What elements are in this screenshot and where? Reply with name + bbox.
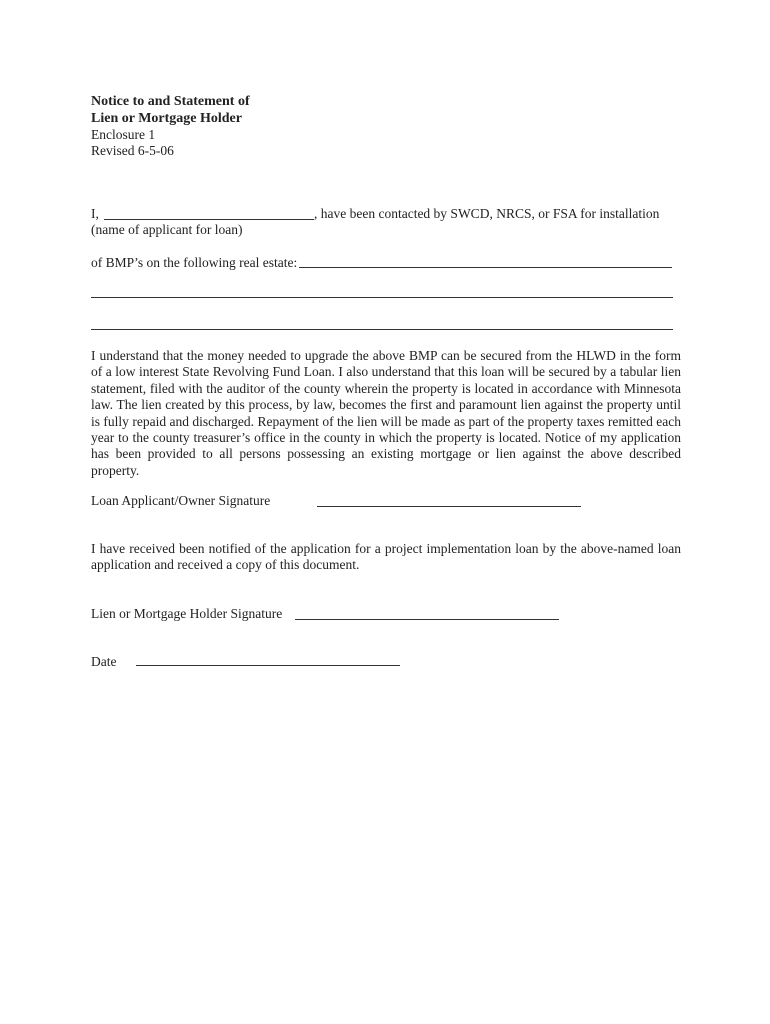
holder-signature-label: Lien or Mortgage Holder Signature: [91, 606, 283, 621]
real-estate-field-1[interactable]: [299, 267, 672, 268]
revised-date: Revised 6-5-06: [91, 143, 174, 158]
date-field[interactable]: [136, 665, 400, 666]
holder-signature-field[interactable]: [295, 619, 559, 620]
applicant-prefix: I,: [91, 206, 99, 221]
real-estate-field-3[interactable]: [91, 329, 673, 330]
title-line-2: Lien or Mortgage Holder: [91, 111, 242, 126]
date-label: Date: [91, 654, 117, 669]
applicant-name-caption: (name of applicant for loan): [91, 222, 243, 237]
title-line-1: Notice to and Statement of: [91, 94, 250, 109]
applicant-signature-label: Loan Applicant/Owner Signature: [91, 493, 271, 508]
applicant-name-field[interactable]: [104, 219, 314, 220]
real-estate-label: of BMP’s on the following real estate:: [91, 255, 298, 270]
loan-statement-paragraph: I understand that the money needed to upgrade the above BMP can be secured from the HLWD in the form of a low interest State Revolving Fund Loan. I also understand that this loan will be secured by a tabular lien statement, filed with the auditor of the county wherein the property is located in accordance with Minnesota law. The lien created by this process, by law, becomes the first and paramount lien against the property until is fully repaid and discharged. Repayment of the lien will be made as part of the property taxes remitted each year to the county treasurer’s office in the county in which the property is located. Notice of my application has been provided to all persons possessing an existing mortgage or lien against the above described property.: [91, 348, 681, 478]
holder-notice-paragraph: I have received been notified of the application for a project implementation loan by the above-named loan application and received a copy of this document.: [91, 541, 681, 573]
contact-statement: , have been contacted by SWCD, NRCS, or FSA for installation: [314, 206, 660, 221]
real-estate-field-2[interactable]: [91, 297, 673, 298]
applicant-signature-field[interactable]: [317, 506, 581, 507]
enclosure-label: Enclosure 1: [91, 127, 156, 142]
